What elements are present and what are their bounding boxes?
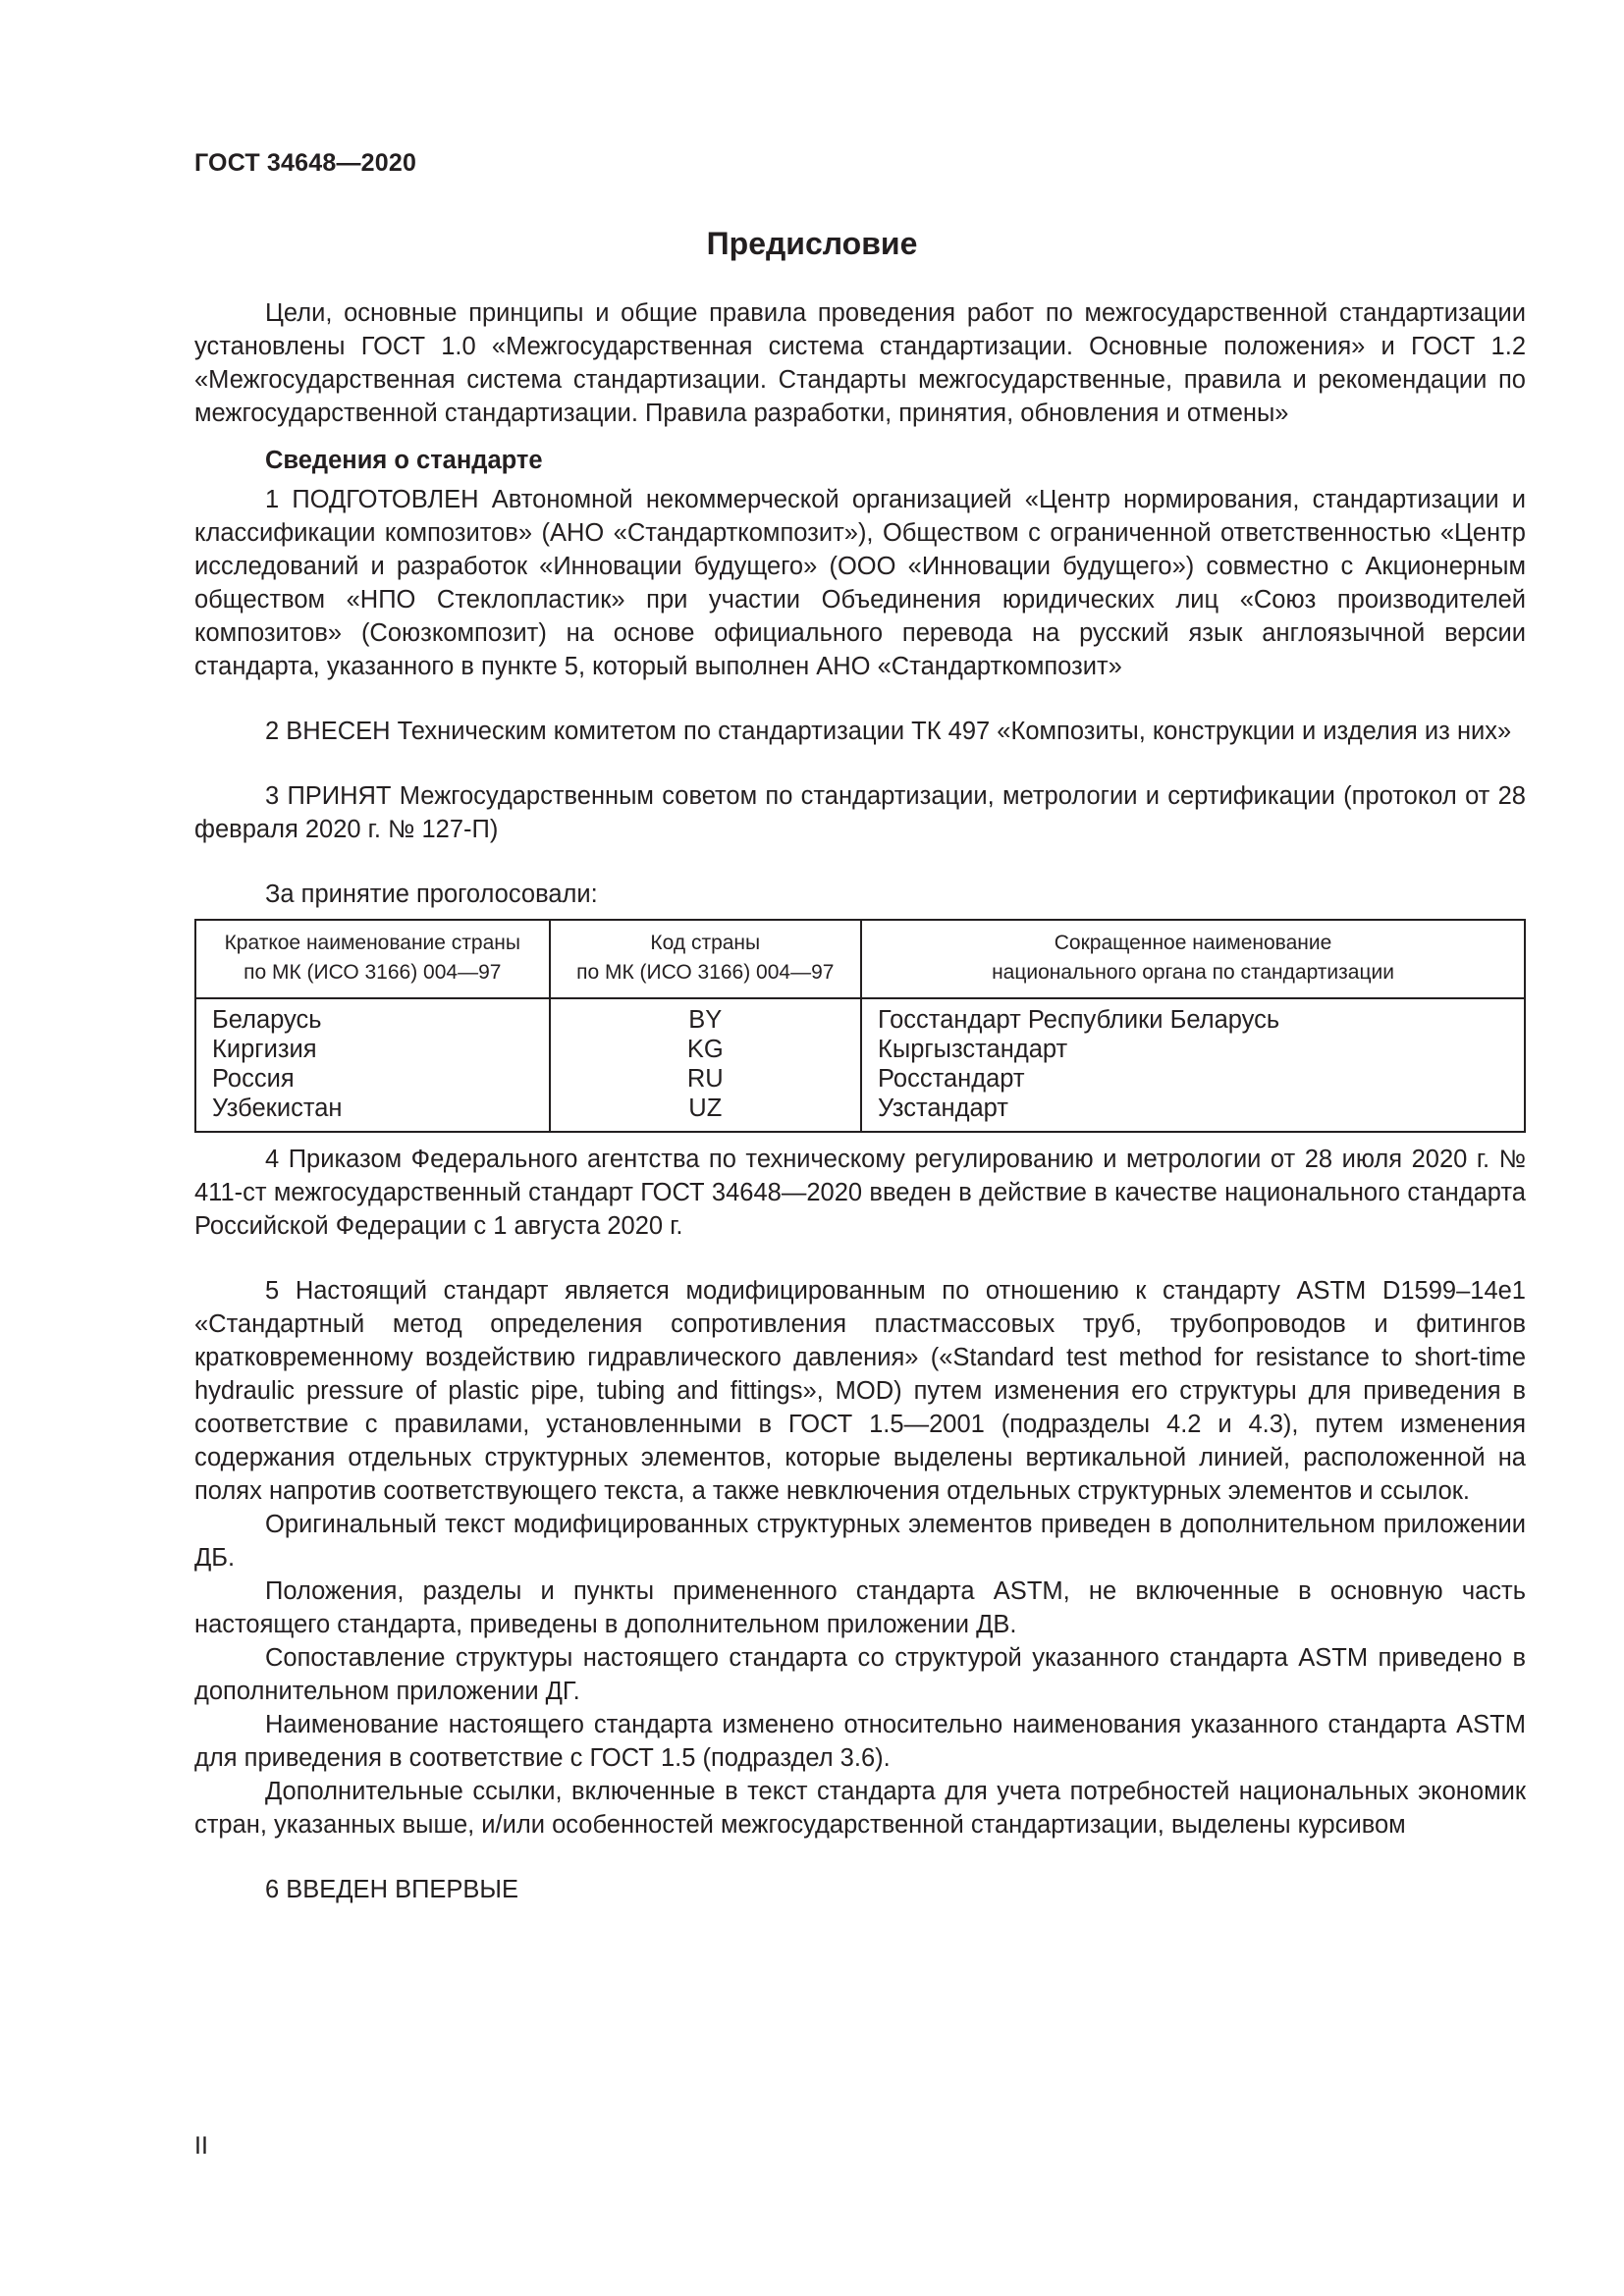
country-name: Россия bbox=[212, 1065, 295, 1093]
standards-body-name: Кыргызстандарт bbox=[878, 1036, 1068, 1063]
column-header-body-line2: национального органа по стандартизации bbox=[992, 961, 1394, 984]
item-3-adopted: 3 ПРИНЯТ Межгосударственным советом по стандартизации, метрологии и сертификации (протокол от 28 февраля 2020 г. № 127-П) bbox=[194, 782, 1526, 843]
page-number: II bbox=[194, 2132, 208, 2160]
country-name: Беларусь bbox=[212, 1006, 322, 1034]
item-5-additional-refs: Дополнительные ссылки, включенные в текст стандарта для учета потребностей национальных экономик стран, указанных выше, и/или особенностей межгосударственной стандартизации, выделены курсивом bbox=[194, 1778, 1526, 1839]
country-code: KG bbox=[686, 1036, 724, 1063]
column-header-code bbox=[550, 920, 861, 998]
item-5-modification: 5 Настоящий стандарт является модифицированным по отношению к стандарту ASTM D1599–14e1 «Стандартный метод определения сопротивления пластмассовых труб, трубопроводов и фитингов кратковременному воздействию гидравлического давления» («Standard test method for resistance to short-time hydraulic pressure of plastic pipe, tubing and fittings», MOD) путем изменения его структуры для приведения в соответствие с правилами, установленными в ГОСТ 1.5—2001 (подразделы 4.2 и 4.3), путем изменения содержания отдельных структурных элементов, которые выделены вертикальной линией, расположенной на полях напротив соответствующего текста, а также невключения отдельных структурных элементов и ссылок. bbox=[194, 1277, 1526, 1505]
country-name: Киргизия bbox=[212, 1036, 317, 1063]
country-code: RU bbox=[686, 1065, 724, 1093]
document-body bbox=[194, 296, 1526, 1906]
column-header-country bbox=[195, 920, 550, 998]
voting-table bbox=[194, 919, 1526, 1133]
document-code-header: ГОСТ 34648—2020 bbox=[194, 149, 417, 177]
cell-standards-body bbox=[861, 998, 1525, 1132]
column-header-country-line1: Краткое наименование страны bbox=[224, 932, 520, 954]
item-5-title-change: Наименование настоящего стандарта изменено относительно наименования указанного стандарта ASTM для приведения в соответствие с ГОСТ 1.5 (подраздел 3.6). bbox=[194, 1711, 1526, 1772]
country-code: BY bbox=[688, 1006, 723, 1034]
item-5-original-text: Оригинальный текст модифицированных структурных элементов приведен в дополнительном приложении ДБ. bbox=[194, 1511, 1526, 1572]
item-5-structure: Сопоставление структуры настоящего стандарта со структурой указанного стандарта ASTM приведено в дополнительном приложении ДГ. bbox=[194, 1644, 1526, 1705]
table-row bbox=[195, 998, 1525, 1132]
standards-body-name: Госстандарт Республики Беларусь bbox=[878, 1006, 1280, 1034]
item-2-submitted: 2 ВНЕСЕН Техническим комитетом по стандартизации ТК 497 «Композиты, конструкции и изделия из них» bbox=[265, 718, 1512, 745]
country-code: UZ bbox=[688, 1095, 723, 1122]
item-5-provisions: Положения, разделы и пункты примененного стандарта ASTM, не включенные в основную часть настоящего стандарта, приведены в дополнительном приложении ДВ. bbox=[194, 1577, 1526, 1638]
cell-code bbox=[550, 998, 861, 1132]
page-title: Предисловие bbox=[706, 226, 918, 261]
standards-body-name: Узстандарт bbox=[878, 1095, 1008, 1122]
item-1-prepared: 1 ПОДГОТОВЛЕН Автономной некоммерческой организацией «Центр нормирования, стандартизации и классификации композитов» (АНО «Стандарткомпозит»), Обществом с ограниченной ответственностью «Центр исследований и разработок «Инновации будущего» (ООО «Инновации будущего») совместно с Акционерным обществом «НПО Стеклопластик» при участии Объединения юридических лиц «Союз производителей композитов» (Союзкомпозит) на основе официального перевода на русский язык англоязычной версии стандарта, указанного в пункте 5, который выполнен АНО «Стандарткомпозит» bbox=[194, 486, 1526, 680]
info-heading: Сведения о стандарте bbox=[265, 447, 543, 474]
table-header-row bbox=[195, 920, 1525, 998]
country-name: Узбекистан bbox=[212, 1095, 343, 1122]
column-header-country-line2: по МК (ИСО 3166) 004—97 bbox=[244, 961, 502, 984]
standards-body-name: Росстандарт bbox=[878, 1065, 1025, 1093]
column-header-code-line1: Код страны bbox=[650, 932, 761, 954]
item-6-introduced: 6 ВВЕДЕН ВПЕРВЫЕ bbox=[265, 1876, 519, 1903]
column-header-code-line2: по МК (ИСО 3166) 004—97 bbox=[576, 961, 835, 984]
item-4-order: 4 Приказом Федерального агентства по техническому регулированию и метрологии от 28 июля 2020 г. № 411-ст межгосударственный стандарт ГОСТ 34648—2020 введен в действие в качестве национального стандарта Российской Федерации с 1 августа 2020 г. bbox=[194, 1146, 1526, 1240]
intro-paragraph: Цели, основные принципы и общие правила проведения работ по межгосударственной стандартизации установлены ГОСТ 1.0 «Межгосударственная система стандартизации. Основные положения» и ГОСТ 1.2 «Межгосударственная система стандартизации. Стандарты межгосударственные, правила и рекомендации по межгосударственной стандартизации. Правила разработки, принятия, обновления и отмены» bbox=[194, 299, 1526, 427]
column-header-body-line1: Сокращенное наименование bbox=[1054, 932, 1332, 954]
cell-country bbox=[195, 998, 550, 1132]
voted-label: За принятие проголосовали: bbox=[265, 881, 598, 908]
column-header-body bbox=[861, 920, 1525, 998]
